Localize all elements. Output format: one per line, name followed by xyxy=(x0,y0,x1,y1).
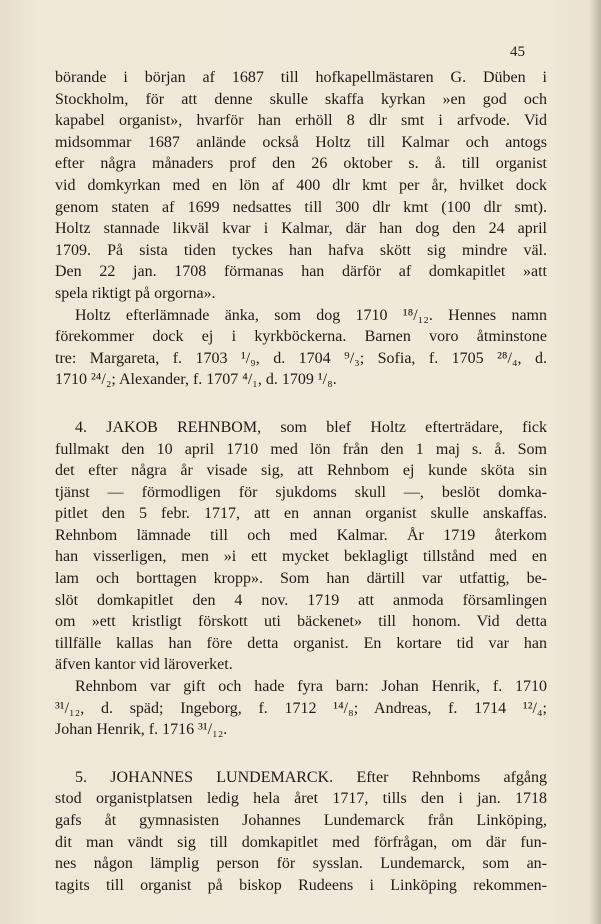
text-line: dit man vändt sig till domkapitlet med förfrågan, om där fun- xyxy=(55,833,547,851)
text-line: 5. JOHANNES LUNDEMARCK. Efter Rehnboms afgång xyxy=(75,768,547,786)
text-line: Rehnbom var gift och hade fyra barn: Johan Henrik, f. 1710 xyxy=(75,678,547,696)
page-spine-shadow xyxy=(589,0,601,924)
text-line: Holtz stannade likväl kvar i Kalmar, där han dog den 24 april xyxy=(55,220,547,238)
text-line: äfven kantor vid läroverket. xyxy=(55,656,233,674)
text-line: ³¹/₁₂, d. späd; Ingeborg, f. 1712 ¹⁴/₈; Andreas, f. 1714 ¹²/₄; xyxy=(55,699,547,717)
text-line: Holtz efterlämnade änka, som dog 1710 ¹⁸/₁₂. Hennes namn xyxy=(75,306,547,324)
paragraph-1 xyxy=(55,67,547,305)
text-line: Stockholm, för att denne skulle skaffa kyrkan »en god och xyxy=(55,90,547,108)
text-line: pitlet den 5 febr. 1717, att en annan organist skulle anskaffas. xyxy=(55,505,547,523)
text-line: kapabel organist», hvarför han erhöll 8 dlr smt i arfvode. Vid xyxy=(55,112,547,130)
text-line: lam och borttagen kropp». Som han därtill var utfattig, be- xyxy=(55,570,547,588)
text-line: 4. JAKOB REHNBOM, som blef Holtz efterträdare, fick xyxy=(75,418,547,436)
section-gap xyxy=(55,741,547,767)
text-line: spela riktigt på orgorna». xyxy=(55,284,216,302)
text-line: börande i början af 1687 till hofkapellmästaren G. Düben i xyxy=(55,69,547,86)
text-line: vid domkyrkan med en lön af 400 dlr kmt per år, hvilket dock xyxy=(55,176,547,194)
text-line: fullmakt den 10 april 1710 med lön från den 1 maj s. å. Som xyxy=(55,440,547,458)
text-line: midsommar 1687 anlände också Holtz till Kalmar och antogs xyxy=(55,133,547,151)
paragraph-2 xyxy=(55,305,547,391)
paragraph-3 xyxy=(55,417,547,676)
text-line: tagits till organist på biskop Rudeens i Linköping rekommen- xyxy=(55,876,547,894)
text-line: förekommer dock ej i kyrkböckerna. Barnen voro åtminstone xyxy=(55,328,547,346)
page-number: 45 xyxy=(510,44,525,60)
text-line: 1709. På sista tiden tyckes han hafva skött sig mindre väl. xyxy=(55,241,547,259)
text-line: nes någon lämplig person för sysslan. Lundemarck, som an- xyxy=(55,855,547,873)
text-line: Johan Henrik, f. 1716 ³¹/₁₂. xyxy=(55,721,228,739)
paragraph-4 xyxy=(55,676,547,741)
text-line: tjänst — förmodligen för sjukdoms skull —, beslöt domka- xyxy=(55,483,547,501)
text-line: Den 22 jan. 1708 förmanas han därför af domkapitlet »att xyxy=(55,263,547,281)
text-line: han visserligen, men »i ett mycket beklagligt tillstånd med en xyxy=(55,548,547,566)
paragraph-5 xyxy=(55,767,547,897)
text-line: Rehnbom lämnade till och med Kalmar. År 1719 återkom xyxy=(55,526,547,544)
text-line: tillfälle kallas han före detta organist. En kortare tid var han xyxy=(55,634,547,652)
text-line: det efter några år visade sig, att Rehnbom ej kunde sköta sin xyxy=(55,462,547,480)
text-line: 1710 ²⁴/₂; Alexander, f. 1707 ⁴/₁, d. 1709 ¹/₈. xyxy=(55,371,337,389)
text-line: stod organistplatsen ledig hela året 1717, tills den i jan. 1718 xyxy=(55,790,547,808)
section-gap xyxy=(55,391,547,417)
text-line: slöt domkapitlet den 4 nov. 1719 att anmoda församlingen xyxy=(55,591,547,609)
text-line: om »ett kristligt förskott uti bäckenet» till honom. Vid detta xyxy=(55,613,547,631)
body-text xyxy=(55,67,547,896)
text-line: tre: Margareta, f. 1703 ¹/₉, d. 1704 ⁹/₃; Sofia, f. 1705 ²⁸/₄, d. xyxy=(55,349,547,367)
text-line: efter några månaders prof den 26 oktober s. å. till organist xyxy=(55,155,547,173)
text-line: gafs åt gymnasisten Johannes Lundemarck från Linköping, xyxy=(55,812,547,829)
text-line: genom staten af 1699 nedsattes till 300 dlr kmt (100 dlr smt). xyxy=(55,198,547,216)
